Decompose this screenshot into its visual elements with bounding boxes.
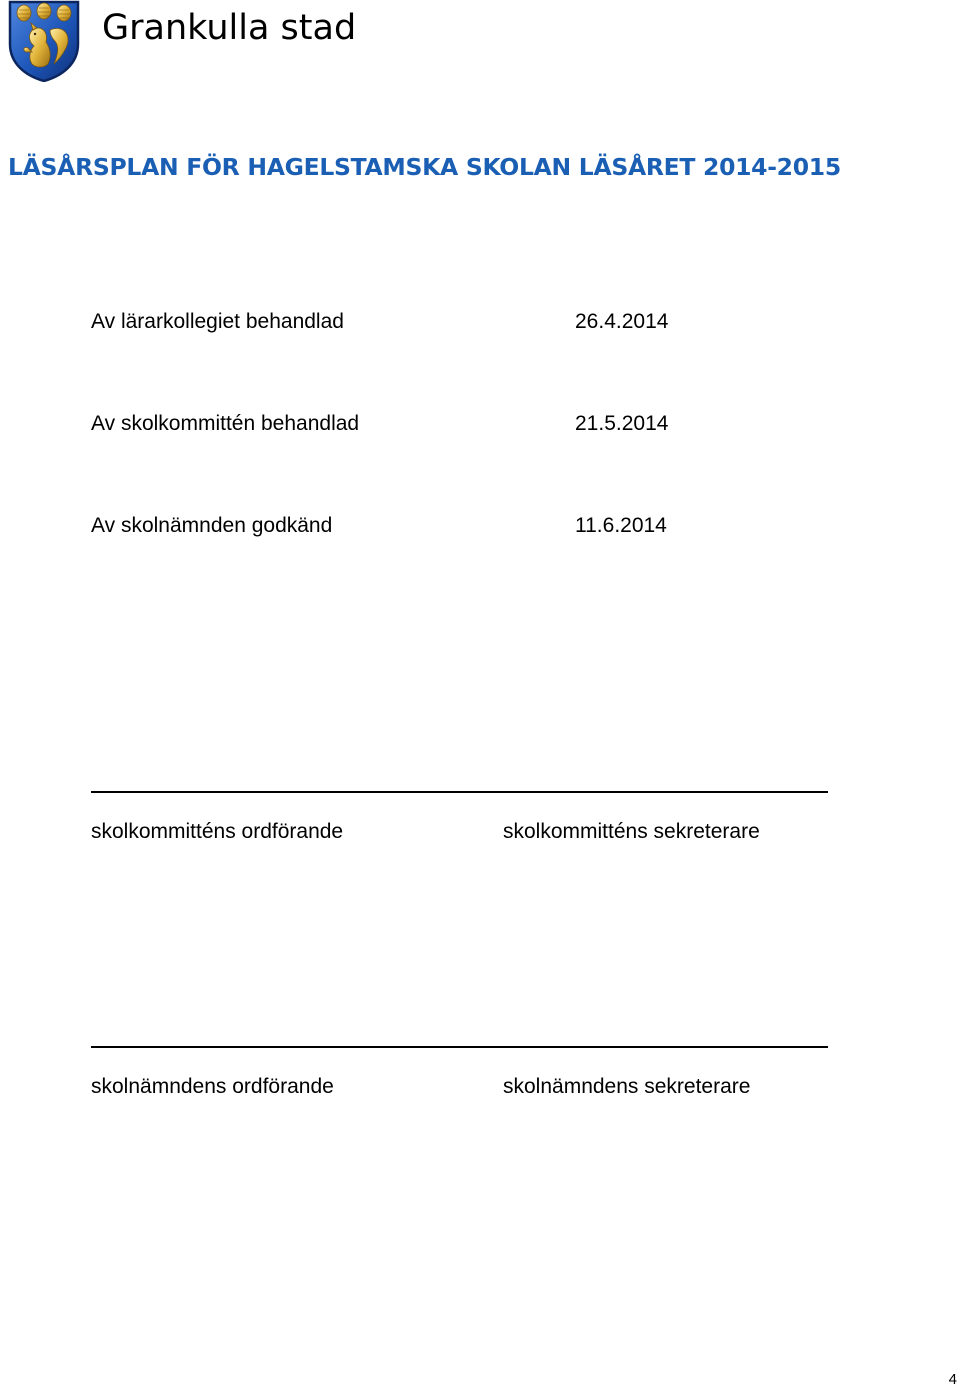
- signature-line: [91, 1046, 828, 1048]
- approval-row: [91, 408, 791, 440]
- approval-row: [91, 510, 791, 542]
- signature-line: [91, 791, 828, 793]
- document-title: LÄSÅRSPLAN FÖR HAGELSTAMSKA SKOLAN LÄSÅRET 2014-2015: [8, 153, 841, 181]
- coat-of-arms-icon: [6, 0, 82, 82]
- signature-label-right: skolkommitténs sekreterare: [503, 820, 760, 843]
- page-header: [6, 0, 906, 84]
- approval-label: Av skolnämnden godkänd: [91, 514, 333, 537]
- page-number: 4: [948, 1371, 957, 1388]
- approval-label: Av lärarkollegiet behandlad: [91, 310, 344, 333]
- approval-date: 26.4.2014: [575, 310, 669, 333]
- signature-label-right: skolnämndens sekreterare: [503, 1075, 751, 1098]
- approval-date: 21.5.2014: [575, 412, 669, 435]
- approval-label: Av skolkommittén behandlad: [91, 412, 360, 435]
- signature-label-left: skolnämndens ordförande: [91, 1075, 334, 1098]
- approval-date: 11.6.2014: [575, 514, 667, 537]
- approval-row: [91, 306, 791, 338]
- signature-label-left: skolkommitténs ordförande: [91, 820, 344, 843]
- organization-name: Grankulla stad: [102, 8, 357, 48]
